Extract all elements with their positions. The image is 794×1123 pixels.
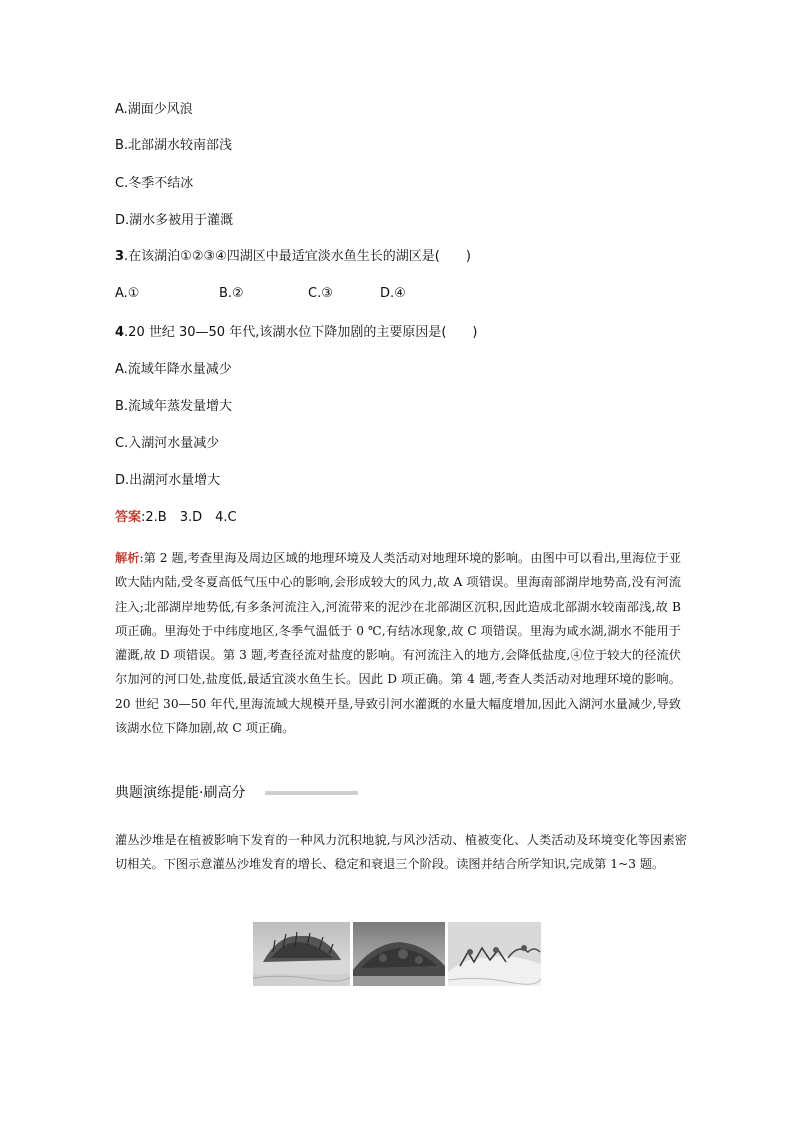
q1-option-b: B.北部湖水较南部浅 bbox=[115, 138, 233, 153]
analysis-label: 解析 bbox=[115, 551, 140, 565]
answer-text: :2.B 3.D 4.C bbox=[141, 510, 237, 525]
q4-option-c: C.入湖河水量减少 bbox=[115, 436, 220, 451]
question-4 bbox=[115, 324, 477, 342]
question-3-number: 3 bbox=[115, 249, 125, 264]
analysis-text: :第 2 题,考查里海及周边区域的地理环境及人类活动对地理环境的影响。由图中可以看出,里海位于亚欧大陆内陆,受冬夏高低气压中心的影响,会形成较大的风力,故 A 项错误。里海南部湖岸地势高,没有河流注入;北部湖岸地势低,有多条河流注入,河流带来的泥沙在北部湖区沉积,因此造成北部湖水较南部浅,故 B 项正确。里海处于中纬度地区,冬季气温低于 0 ℃,有结冰现象,故 C 项错误。里海为咸水湖,湖水不能用于灌溉,故 D 项错误。第 3 题,考查径流对盐度的影响。有河流注入的地方,会降低盐度,④位于较大的径流伏尔加河的河口处,盐度低,最适宜淡水鱼生长。因此 D 项正确。第 4 题,考查人类活动对地理环境的影响。20 世纪 30—50 年代,里海流域大规模开垦,导致引河水灌溉的水量大幅度增加,因此入湖河水量减少,导致该湖水位下降加剧,故 C 项正确。 bbox=[115, 551, 682, 736]
photo-stable-stage bbox=[353, 922, 445, 986]
question-4-text: .20 世纪 30—50 年代,该湖水位下降加剧的主要原因是( ) bbox=[124, 325, 478, 340]
q1-option-c: C.冬季不结冰 bbox=[115, 176, 194, 191]
q1-option-a: A.湖面少风浪 bbox=[115, 102, 193, 117]
q4-option-b: B.流域年蒸发量增大 bbox=[115, 399, 233, 414]
q3-option-b: B.② bbox=[219, 286, 244, 301]
photo-strip bbox=[253, 922, 541, 986]
question-3-options bbox=[115, 285, 406, 303]
section-title: 典题演练提能·刷高分 bbox=[115, 785, 246, 801]
section-title-underline bbox=[265, 791, 358, 795]
question-4-number: 4 bbox=[115, 325, 125, 340]
q3-option-a: A.① bbox=[115, 286, 140, 301]
q4-option-a: A.流域年降水量减少 bbox=[115, 362, 232, 377]
question-3 bbox=[115, 248, 471, 266]
analysis-paragraph bbox=[115, 546, 681, 740]
q1-option-d: D.湖水多被用于灌溉 bbox=[115, 213, 234, 228]
q4-option-d: D.出湖河水量增大 bbox=[115, 473, 221, 488]
question-3-text: .在该湖泊①②③④四湖区中最适宜淡水鱼生长的湖区是( ) bbox=[124, 249, 471, 264]
photo-decline-stage bbox=[448, 922, 541, 986]
q3-option-d: D.④ bbox=[380, 286, 406, 301]
photo-growth-stage bbox=[253, 922, 350, 986]
answer-label: 答案 bbox=[115, 510, 142, 525]
answer-line bbox=[115, 509, 237, 527]
intro-paragraph: 灌丛沙堆是在植被影响下发育的一种风力沉积地貌,与风沙活动、植被变化、人类活动及环境变化等因素密切相关。下图示意灌丛沙堆发育的增长、稳定和衰退三个阶段。读图并结合所学知识,完成第 1~3 题。 bbox=[115, 833, 687, 872]
q3-option-c: C.③ bbox=[308, 286, 333, 301]
